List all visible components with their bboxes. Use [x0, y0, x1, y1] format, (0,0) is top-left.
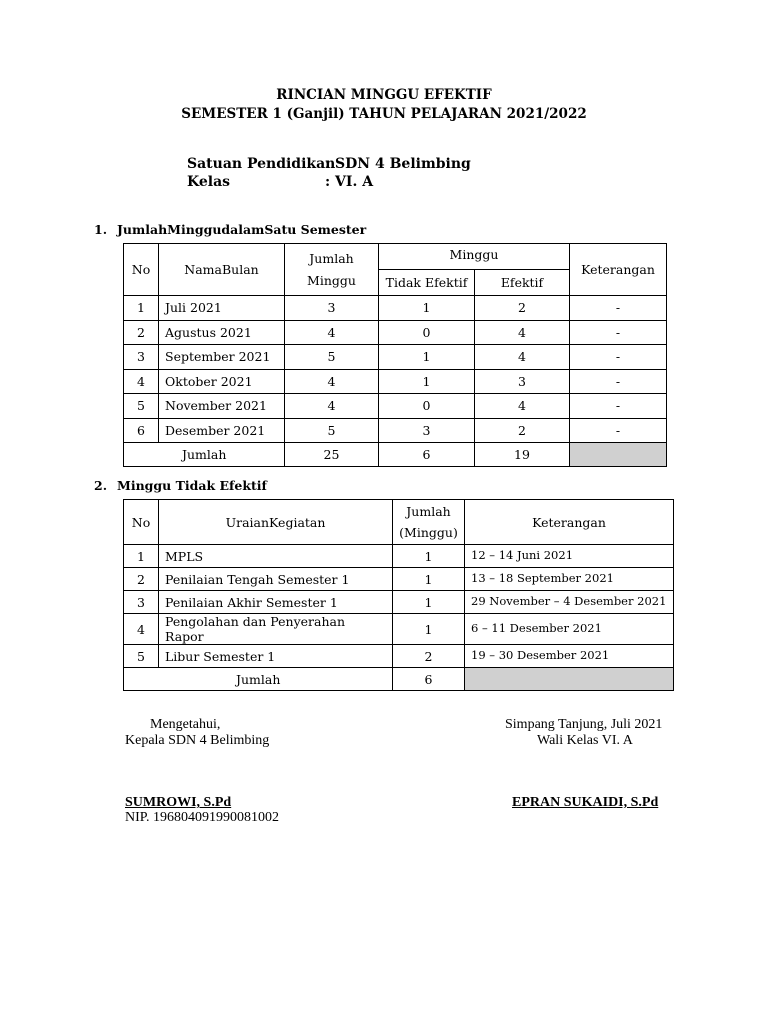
table-row: [124, 591, 674, 614]
school-value: : SDN 4 Belimbing: [325, 156, 471, 172]
header-month: NamaBulan: [159, 244, 285, 296]
row-no: 3: [124, 345, 159, 370]
row-no: 3: [124, 591, 159, 614]
row-no: 2: [124, 320, 159, 345]
row-note: 29 November – 4 Desember 2021: [465, 591, 674, 614]
header-total-line1: Jumlah: [309, 251, 354, 267]
row-note: 12 – 14 Juni 2021: [465, 545, 674, 568]
row-note: -: [570, 296, 667, 321]
row-total: 3: [285, 296, 379, 321]
homeroom-title: Wali Kelas VI. A: [537, 733, 633, 748]
row-weeks: 1: [393, 591, 465, 614]
table-row: [124, 394, 667, 419]
section2-number: 2.: [94, 478, 108, 493]
row-no: 6: [124, 418, 159, 443]
table-row: [124, 645, 674, 668]
row-not-effective: 0: [379, 394, 475, 419]
table-row: [124, 418, 667, 443]
header-week: Minggu: [379, 244, 570, 270]
row-weeks: 1: [393, 614, 465, 645]
row-month: Juli 2021: [159, 296, 285, 321]
table-row: [124, 345, 667, 370]
row-month: September 2021: [159, 345, 285, 370]
non-effective-weeks-table: [123, 499, 674, 691]
place-date: Simpang Tanjung, Juli 2021: [505, 717, 663, 732]
header-note: Keterangan: [465, 500, 674, 545]
sum-total: 25: [285, 443, 379, 467]
row-total: 4: [285, 320, 379, 345]
row-no: 4: [124, 369, 159, 394]
row-month: Desember 2021: [159, 418, 285, 443]
effective-weeks-table: [123, 243, 667, 467]
class-label: Kelas: [187, 174, 231, 190]
section2-heading: Minggu Tidak Efektif: [117, 478, 267, 493]
sum-not-effective: 6: [379, 443, 475, 467]
row-activity: Libur Semester 1: [159, 645, 393, 668]
row-note: -: [570, 369, 667, 394]
row-not-effective: 1: [379, 345, 475, 370]
header-no: No: [124, 500, 159, 545]
row-total: 4: [285, 369, 379, 394]
row-note: 13 – 18 September 2021: [465, 568, 674, 591]
header-activity: UraianKegiatan: [159, 500, 393, 545]
row-weeks: 1: [393, 545, 465, 568]
sum-note-empty: [570, 443, 667, 467]
table-row: [124, 296, 667, 321]
header-total-line2: (Minggu): [399, 525, 458, 540]
row-note: -: [570, 418, 667, 443]
row-total: 4: [285, 394, 379, 419]
row-effective: 4: [475, 345, 570, 370]
table-row: [124, 614, 674, 645]
row-not-effective: 1: [379, 296, 475, 321]
row-note: -: [570, 394, 667, 419]
row-weeks: 2: [393, 645, 465, 668]
row-not-effective: 1: [379, 369, 475, 394]
row-activity: Penilaian Tengah Semester 1: [159, 568, 393, 591]
class-value: : VI. A: [325, 174, 374, 190]
sum-note-empty: [465, 668, 674, 691]
table-header-row: [124, 244, 667, 270]
row-weeks: 1: [393, 568, 465, 591]
row-no: 2: [124, 568, 159, 591]
row-total: 5: [285, 345, 379, 370]
homeroom-name: EPRAN SUKAIDI, S.Pd: [512, 795, 659, 810]
header-note: Keterangan: [570, 244, 667, 296]
row-effective: 4: [475, 394, 570, 419]
row-not-effective: 0: [379, 320, 475, 345]
row-effective: 2: [475, 296, 570, 321]
sum-label: Jumlah: [124, 443, 285, 467]
row-note: 6 – 11 Desember 2021: [465, 614, 674, 645]
section1-number: 1.: [94, 222, 108, 237]
row-activity: Penilaian Akhir Semester 1: [159, 591, 393, 614]
headmaster-title: Kepala SDN 4 Belimbing: [125, 733, 270, 748]
row-no: 1: [124, 545, 159, 568]
header-effective: Efektif: [475, 270, 570, 296]
section1-heading: JumlahMinggudalamSatu Semester: [117, 222, 367, 237]
table-row: [124, 545, 674, 568]
table2-sum-row: [124, 668, 674, 691]
document-subtitle: SEMESTER 1 (Ganjil) TAHUN PELAJARAN 2021/2022: [181, 106, 587, 122]
row-activity: Pengolahan dan Penyerahan Rapor: [159, 614, 393, 645]
row-note: 19 – 30 Desember 2021: [465, 645, 674, 668]
table-row: [124, 320, 667, 345]
table1-sum-row: [124, 443, 667, 467]
row-activity: MPLS: [159, 545, 393, 568]
document-title: RINCIAN MINGGU EFEKTIF: [276, 87, 492, 103]
row-total: 5: [285, 418, 379, 443]
row-month: Agustus 2021: [159, 320, 285, 345]
header-total-weeks: [285, 244, 379, 296]
header-total-line1: Jumlah: [406, 503, 451, 519]
header-no: No: [124, 244, 159, 296]
headmaster-name: SUMROWI, S.Pd: [125, 795, 232, 810]
row-effective: 3: [475, 369, 570, 394]
row-month: November 2021: [159, 394, 285, 419]
row-no: 1: [124, 296, 159, 321]
row-note: -: [570, 345, 667, 370]
acknowledged-label: Mengetahui,: [150, 717, 221, 732]
header-not-effective: Tidak Efektif: [379, 270, 475, 296]
table-row: [124, 568, 674, 591]
sum-weeks: 6: [393, 668, 465, 691]
header-total-line2: Minggu: [307, 272, 356, 288]
row-no: 4: [124, 614, 159, 645]
row-effective: 2: [475, 418, 570, 443]
table2-header-row: [124, 500, 674, 545]
row-no: 5: [124, 645, 159, 668]
row-not-effective: 3: [379, 418, 475, 443]
row-note: -: [570, 320, 667, 345]
header-total-weeks: [393, 500, 465, 545]
row-effective: 4: [475, 320, 570, 345]
sum-label: Jumlah: [124, 668, 393, 691]
table-row: [124, 369, 667, 394]
row-month: Oktober 2021: [159, 369, 285, 394]
headmaster-nip: NIP. 196804091990081002: [125, 810, 280, 825]
school-label: Satuan Pendidikan: [187, 156, 336, 172]
sum-effective: 19: [475, 443, 570, 467]
row-no: 5: [124, 394, 159, 419]
